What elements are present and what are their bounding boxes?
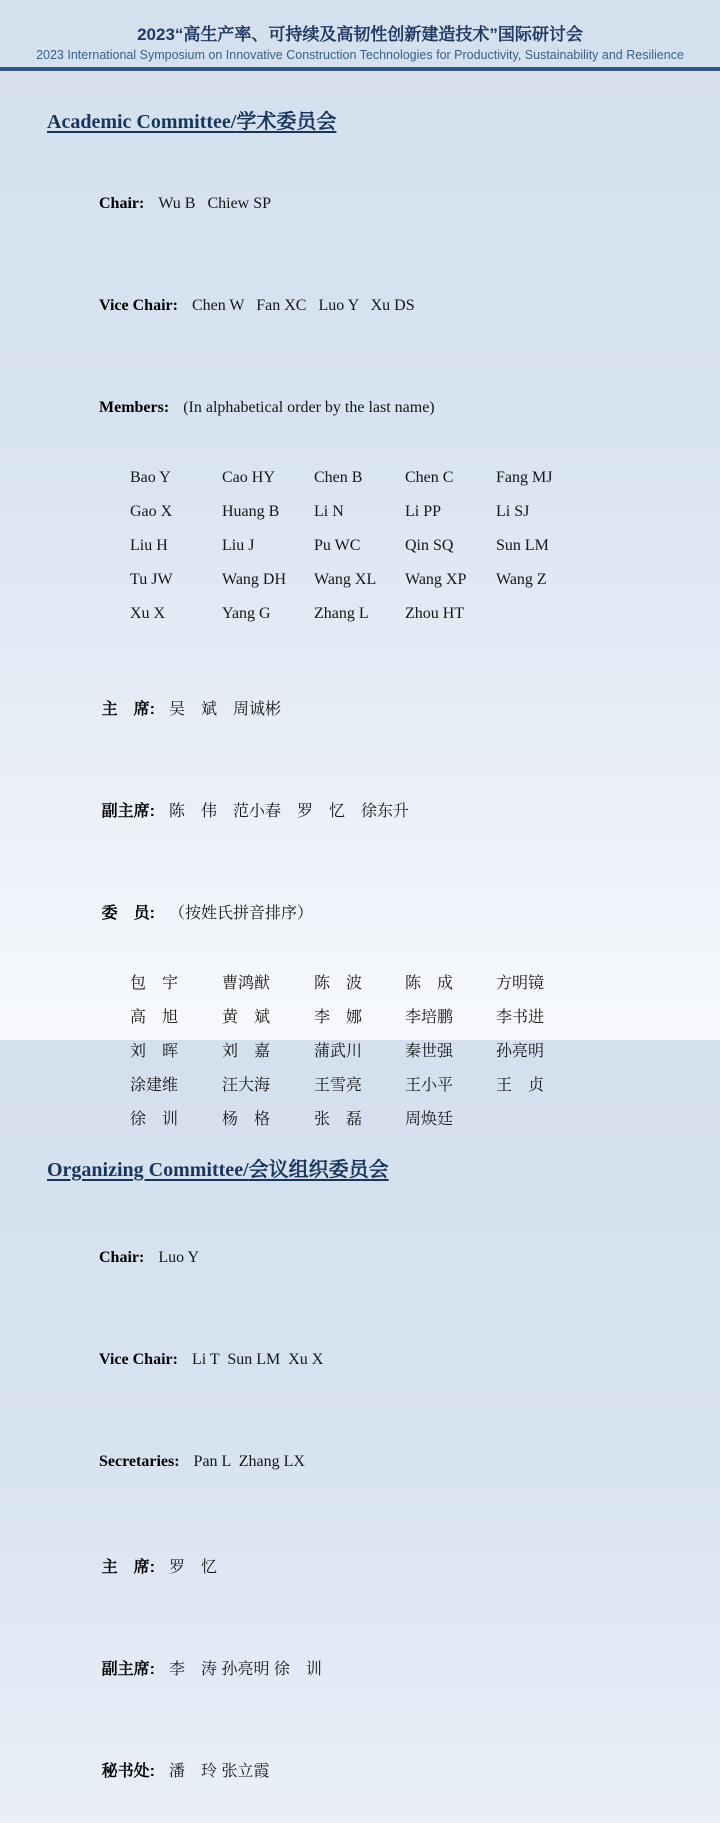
member-cell: Sun LM <box>496 537 549 554</box>
organizing-zh-vice-chair-names: 李 涛 孙亮明 徐 训 <box>169 1661 322 1678</box>
academic-zh-members-row <box>75 863 690 965</box>
member-cell: 汪大海 <box>222 1077 271 1094</box>
member-cell: 徐 训 <box>130 1111 179 1128</box>
academic-members-grid-en <box>130 461 690 631</box>
academic-members-row <box>75 357 690 459</box>
organizing-zh-chair-row <box>75 1517 690 1619</box>
member-cell: Huang B <box>222 503 280 520</box>
member-cell: Wang DH <box>222 571 287 588</box>
member-cell: 涂建维 <box>130 1077 179 1094</box>
member-cell: 王小平 <box>405 1077 454 1094</box>
organizing-zh-chair-names: 罗 忆 <box>169 1559 218 1576</box>
academic-members-label: Members: <box>99 399 170 416</box>
academic-vice-chair-names: Chen W Fan XC Luo Y Xu DS <box>191 297 415 314</box>
member-cell: 周焕廷 <box>405 1111 454 1128</box>
organizing-vice-chair-row <box>75 1309 690 1411</box>
member-cell: 方明镜 <box>496 975 545 992</box>
organizing-chair-names: Luo Y <box>158 1249 200 1266</box>
member-cell: 陈 波 <box>314 975 363 992</box>
member-cell: 包 宇 <box>130 975 179 992</box>
organizing-zh-secretariat-row <box>75 1721 690 1823</box>
member-cell <box>496 597 690 631</box>
academic-chair-names: Wu B Chiew SP <box>158 195 272 212</box>
organizing-chair-row <box>75 1207 690 1309</box>
organizing-vice-chair-label: Vice Chair: <box>99 1351 178 1368</box>
organizing-secretaries-label: Secretaries: <box>99 1453 180 1470</box>
member-cell: Li SJ <box>496 503 530 520</box>
page-header <box>0 0 720 71</box>
organizing-chair-label: Chair: <box>99 1249 145 1266</box>
organizing-heading-en: Organizing Committee/ <box>47 1159 249 1181</box>
academic-vice-chair-row <box>75 255 690 357</box>
member-cell: 黄 斌 <box>222 1009 271 1026</box>
member-cell: 秦世强 <box>405 1043 454 1060</box>
member-cell: 杨 格 <box>222 1111 271 1128</box>
member-cell: Zhou HT <box>405 605 465 622</box>
academic-zh-chair-names: 吴 斌 周诚彬 <box>169 701 282 718</box>
organizing-zh-vice-chair-row <box>75 1619 690 1721</box>
member-cell: 蒲武川 <box>314 1043 363 1060</box>
organizing-zh-secretariat-names: 潘 玲 张立霞 <box>169 1763 270 1780</box>
member-cell: Gao X <box>130 503 173 520</box>
member-cell: Wang XL <box>314 571 377 588</box>
academic-committee-heading <box>47 109 690 135</box>
member-cell: Liu J <box>222 537 255 554</box>
member-cell: Li PP <box>405 503 442 520</box>
member-cell: 李 娜 <box>314 1009 363 1026</box>
member-cell: 高 旭 <box>130 1009 179 1026</box>
member-cell: Xu X <box>130 605 166 622</box>
organizing-heading-zh: 会议组织委员会 <box>248 1159 389 1181</box>
organizing-secretaries-row <box>75 1411 690 1513</box>
organizing-committee-heading <box>47 1157 690 1183</box>
academic-zh-chair-row <box>75 659 690 761</box>
member-cell: Cao HY <box>222 469 275 486</box>
conference-title-en: 2023 International Symposium on Innovative Construction Technologies for Productivity, Sustainability and Resilience <box>36 48 684 62</box>
member-cell: 李培鹏 <box>405 1009 454 1026</box>
member-cell: Yang G <box>222 605 271 622</box>
organizing-zh-vice-chair-label: 副主席: <box>101 1661 156 1678</box>
academic-zh-vice-chair-label: 副主席: <box>101 803 156 820</box>
academic-zh-members-note: （按姓氏拼音排序） <box>169 905 314 922</box>
academic-chair-label: Chair: <box>99 195 145 212</box>
page-content <box>0 109 720 1823</box>
organizing-zh-secretariat-label: 秘书处: <box>101 1763 156 1780</box>
member-cell: Li N <box>314 503 344 520</box>
member-cell: Wang XP <box>405 571 467 588</box>
member-cell: Zhang L <box>314 605 369 622</box>
academic-chair-row <box>75 153 690 255</box>
organizing-vice-chair-names: Li T Sun LM Xu X <box>191 1351 324 1368</box>
organizing-secretaries-names: Pan L Zhang LX <box>193 1453 305 1470</box>
academic-heading-en: Academic Committee/ <box>47 111 237 133</box>
member-cell: Chen C <box>405 469 454 486</box>
member-cell: 刘 嘉 <box>222 1043 271 1060</box>
academic-vice-chair-label: Vice Chair: <box>99 297 178 314</box>
conference-title-zh: 2023“高生产率、可持续及高韧性创新建造技术”国际研讨会 <box>137 25 583 44</box>
academic-members-note: (In alphabetical order by the last name) <box>183 399 435 416</box>
academic-members-grid-zh <box>130 967 690 1137</box>
member-cell: Pu WC <box>314 537 361 554</box>
header-divider <box>0 67 720 71</box>
member-cell: Bao Y <box>130 469 171 486</box>
academic-zh-members-label: 委 员: <box>101 905 156 922</box>
member-cell: 李书进 <box>496 1009 545 1026</box>
member-cell: 刘 晖 <box>130 1043 179 1060</box>
academic-zh-vice-chair-row <box>75 761 690 863</box>
member-cell: Wang Z <box>496 571 547 588</box>
member-cell: Liu H <box>130 537 168 554</box>
member-cell <box>496 1103 690 1137</box>
member-cell: 王雪亮 <box>314 1077 363 1094</box>
member-cell: Chen B <box>314 469 363 486</box>
academic-zh-vice-chair-names: 陈 伟 范小春 罗 忆 徐东升 <box>169 803 410 820</box>
member-cell: Fang MJ <box>496 469 553 486</box>
member-cell: 陈 成 <box>405 975 454 992</box>
member-cell: 孙亮明 <box>496 1043 545 1060</box>
member-cell: 张 磊 <box>314 1111 363 1128</box>
member-cell: 王 贞 <box>496 1077 545 1094</box>
member-cell: Qin SQ <box>405 537 454 554</box>
member-cell: 曹鸿猷 <box>222 975 271 992</box>
academic-zh-chair-label: 主 席: <box>101 701 156 718</box>
member-cell: Tu JW <box>130 571 173 588</box>
academic-heading-zh: 学术委员会 <box>236 111 337 133</box>
organizing-zh-chair-label: 主 席: <box>101 1559 156 1576</box>
